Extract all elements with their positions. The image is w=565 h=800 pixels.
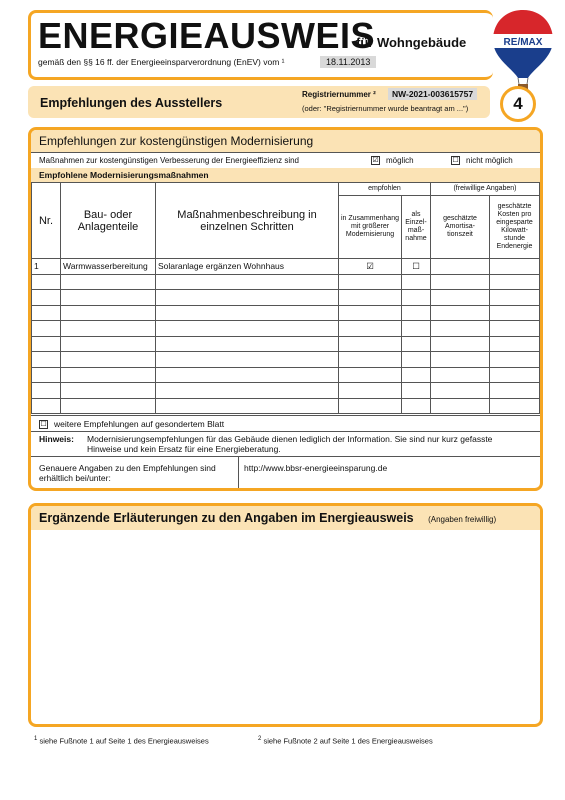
empty-cell[interactable] (339, 274, 402, 290)
col-with-modernization: in Zusammenhang mit größerer Modernisierung (339, 196, 402, 259)
divider (31, 431, 540, 432)
empty-cell[interactable] (490, 290, 540, 306)
footnote-2: $^2$ siehe Fußnote 2 auf Seite 1 des Energieausweises (258, 736, 433, 746)
divider (31, 456, 540, 457)
empty-cell[interactable] (431, 305, 490, 321)
empty-cell[interactable] (402, 305, 431, 321)
group-optional: (freiwillige Angaben) (431, 183, 540, 196)
empty-cell[interactable] (402, 383, 431, 399)
empty-cell[interactable] (431, 352, 490, 368)
divider (31, 152, 540, 153)
empty-cell[interactable] (156, 305, 339, 321)
empty-cell[interactable] (156, 274, 339, 290)
empty-cell[interactable] (61, 398, 156, 414)
empty-cell[interactable] (61, 290, 156, 306)
cell-single-measure-checkbox[interactable]: ☐ (402, 259, 431, 275)
empty-cell[interactable] (431, 321, 490, 337)
not-possible-label: nicht möglich (466, 156, 513, 165)
empty-cell[interactable] (431, 336, 490, 352)
cell-amortization[interactable] (431, 259, 490, 275)
cell-nr[interactable]: 1 (32, 259, 61, 275)
possible-checkbox[interactable]: ☑ (372, 157, 379, 165)
empty-cell[interactable] (32, 383, 61, 399)
empty-cell[interactable] (339, 290, 402, 306)
explanations-textarea[interactable] (31, 530, 540, 724)
cell-with-modernization-checkbox[interactable]: ☑ (339, 259, 402, 275)
explanations-optional: (Angaben freiwillig) (428, 515, 497, 524)
table-row (32, 367, 540, 383)
cell-description[interactable]: Solaranlage ergänzen Wohnhaus (156, 259, 339, 275)
empty-cell[interactable] (339, 305, 402, 321)
more-recommendations-option (39, 419, 224, 429)
registration-number: NW-2021-003615757 (388, 88, 477, 100)
possible-label: möglich (386, 156, 414, 165)
col-cost-per-kwh: geschätzte Kosten pro eingesparte Kilowatt-stunde Endenergie (490, 196, 540, 259)
empty-cell[interactable] (156, 290, 339, 306)
col-description: Maßnahmenbeschreibung in einzelnen Schritten (156, 183, 339, 259)
table-row (32, 336, 540, 352)
page-subtitle: für Wohngebäude (356, 35, 467, 50)
empty-cell[interactable] (32, 290, 61, 306)
empty-cell[interactable] (490, 274, 540, 290)
empty-cell[interactable] (431, 367, 490, 383)
empty-cell[interactable] (61, 352, 156, 368)
empty-cell[interactable] (402, 321, 431, 337)
empty-cell[interactable] (490, 352, 540, 368)
more-recommendations-label: weitere Empfehlungen auf gesondertem Blatt (54, 419, 225, 429)
footnote-1: $^1$ siehe Fußnote 1 auf Seite 1 des Energieausweises (34, 736, 209, 746)
footnote-2-text: siehe Fußnote 2 auf Seite 1 des Energieausweises (263, 736, 433, 746)
empty-cell[interactable] (339, 367, 402, 383)
page-title: ENERGIEAUSWEIS (38, 15, 376, 56)
empty-cell[interactable] (61, 336, 156, 352)
note-text: Modernisierungsempfehlungen für das Gebäude dienen lediglich der Information. Sie sind nur kurz gefasste Hinweise und kein Ersatz für eine Energieberatung. (87, 434, 493, 454)
more-recommendations-checkbox[interactable]: ☐ (40, 421, 47, 429)
modernization-section (28, 127, 543, 491)
empty-cell[interactable] (402, 336, 431, 352)
empty-cell[interactable] (339, 336, 402, 352)
empty-cell[interactable] (339, 352, 402, 368)
note-label: Hinweis: (39, 434, 74, 444)
empty-cell[interactable] (490, 336, 540, 352)
col-nr: Nr. (32, 183, 61, 259)
empty-cell[interactable] (339, 321, 402, 337)
empty-cell[interactable] (32, 336, 61, 352)
empty-cell[interactable] (61, 274, 156, 290)
empty-cell[interactable] (402, 274, 431, 290)
empty-cell[interactable] (490, 305, 540, 321)
explanations-title: Ergänzende Erläuterungen zu den Angaben im Energieausweis (39, 511, 414, 525)
empty-cell[interactable] (156, 352, 339, 368)
cell-component[interactable]: Warmwasserbereitung (61, 259, 156, 275)
table-row (32, 352, 540, 368)
empty-cell[interactable] (431, 274, 490, 290)
explanations-header (31, 506, 540, 530)
empty-cell[interactable] (490, 383, 540, 399)
remax-balloon-logo (490, 8, 556, 92)
empty-cell[interactable] (490, 398, 540, 414)
empty-cell[interactable] (431, 398, 490, 414)
empty-cell[interactable] (402, 352, 431, 368)
empty-cell[interactable] (339, 383, 402, 399)
empty-cell[interactable] (61, 383, 156, 399)
table-row (32, 398, 540, 414)
col-single-measure: als Einzel-maß-nahme (402, 196, 431, 259)
group-recommended: empfohlen (339, 183, 431, 196)
registration-label: Registriernummer ² (302, 90, 376, 99)
empty-cell[interactable] (32, 398, 61, 414)
not-possible-option (451, 156, 513, 165)
measures-table (31, 182, 540, 414)
empty-cell[interactable] (490, 367, 540, 383)
empty-cell[interactable] (156, 367, 339, 383)
empty-cell[interactable] (32, 367, 61, 383)
empty-cell[interactable] (402, 367, 431, 383)
empty-cell[interactable] (32, 321, 61, 337)
empty-cell[interactable] (156, 336, 339, 352)
table-row (32, 290, 540, 306)
enev-date: 18.11.2013 (320, 56, 376, 68)
table-row (32, 383, 540, 399)
band-title: Empfehlungen des Ausstellers (40, 96, 223, 110)
table-row (32, 259, 540, 275)
info-url[interactable]: http://www.bbsr-energieeinsparung.de (244, 463, 388, 473)
empty-cell[interactable] (32, 274, 61, 290)
empty-cell[interactable] (61, 321, 156, 337)
table-row (32, 274, 540, 290)
possible-option (371, 156, 414, 165)
empty-cell[interactable] (431, 290, 490, 306)
registration-note: (oder: "Registriernummer wurde beantragt am ...") (302, 104, 469, 113)
more-info-text: Genauere Angaben zu den Empfehlungen sind erhältlich bei/unter: (39, 463, 216, 483)
section-title: Empfehlungen zur kostengünstigen Modernisierung (31, 130, 540, 152)
table-row (32, 321, 540, 337)
empty-cell[interactable] (32, 305, 61, 321)
logo-text: RE/MAX (503, 37, 543, 48)
cell-cost[interactable] (490, 259, 540, 275)
col-component: Bau- oder Anlagenteile (61, 183, 156, 259)
footnote-1-text: siehe Fußnote 1 auf Seite 1 des Energieausweises (39, 736, 209, 746)
table-row (32, 305, 540, 321)
empty-cell[interactable] (402, 290, 431, 306)
legal-reference: gemäß den §§ 16 ff. der Energieeinsparverordnung (EnEV) vom ¹ (38, 57, 285, 67)
empty-cell[interactable] (402, 398, 431, 414)
empty-cell[interactable] (32, 352, 61, 368)
empty-cell[interactable] (431, 383, 490, 399)
explanations-section (28, 503, 543, 727)
empty-cell[interactable] (156, 383, 339, 399)
empty-cell[interactable] (156, 321, 339, 337)
recommended-measures-title: Empfohlene Modernisierungsmaßnahmen (31, 168, 540, 182)
page-number-badge: 4 (500, 86, 536, 122)
empty-cell[interactable] (490, 321, 540, 337)
not-possible-checkbox[interactable]: ☐ (452, 157, 459, 165)
empty-cell[interactable] (61, 367, 156, 383)
empty-cell[interactable] (61, 305, 156, 321)
empty-cell[interactable] (339, 398, 402, 414)
empty-cell[interactable] (156, 398, 339, 414)
col-amortization: geschätzte Amortisa-tionszeit (431, 196, 490, 259)
divider (31, 415, 540, 416)
vertical-divider (238, 456, 239, 491)
measures-text: Maßnahmen zur kostengünstigen Verbesserung der Energieeffizienz sind (39, 156, 300, 165)
